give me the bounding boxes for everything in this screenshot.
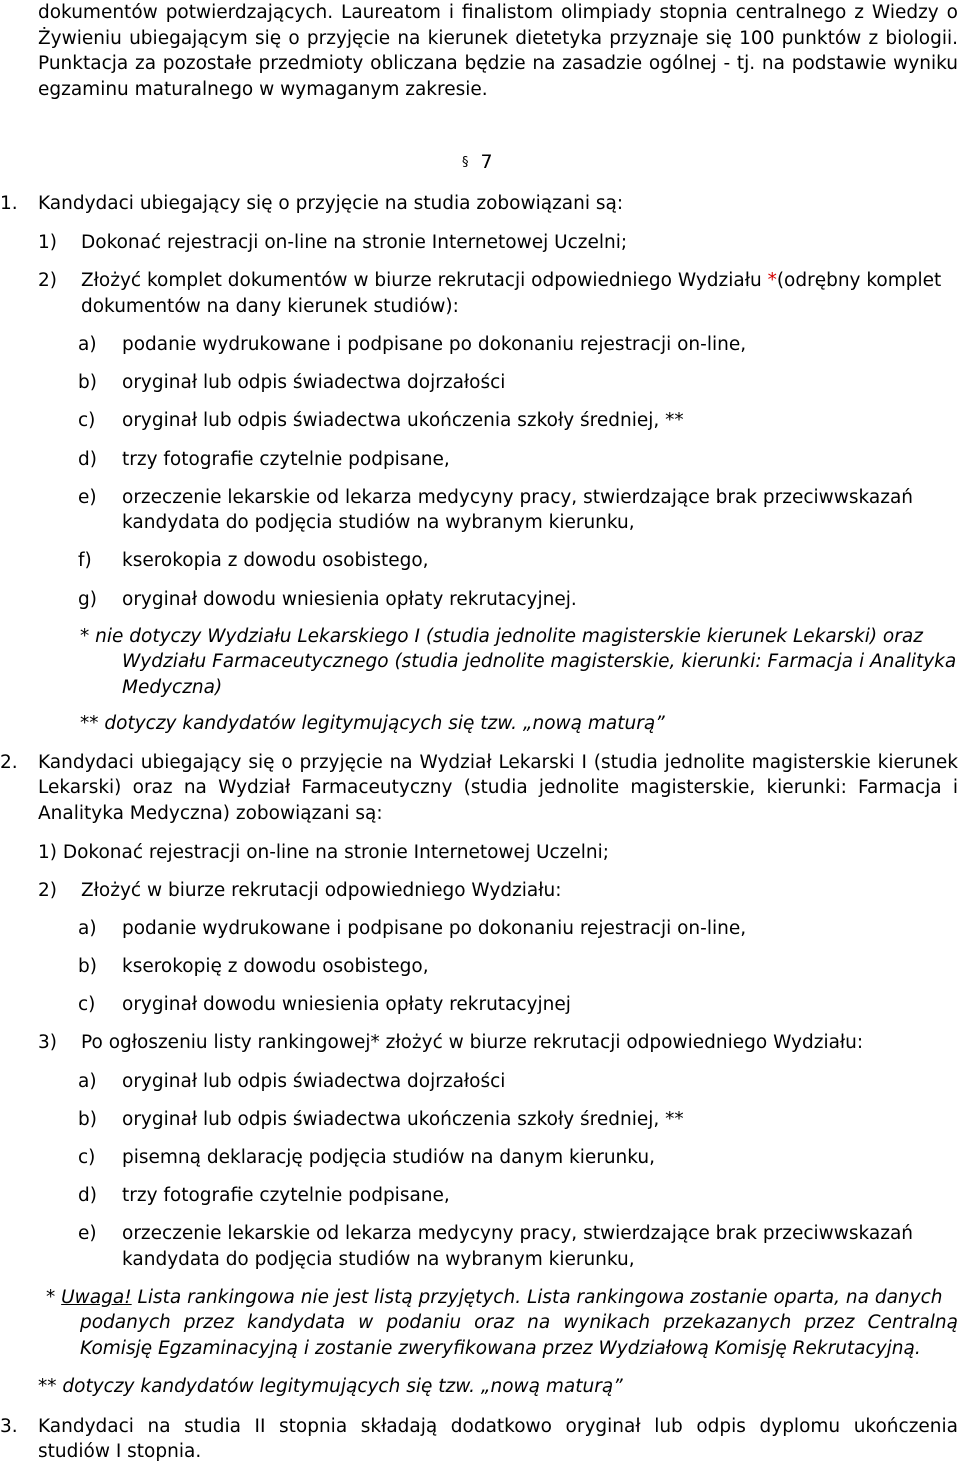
list-item xyxy=(78,449,960,470)
list-label: b) xyxy=(78,1109,97,1130)
p1-footnote-2: ** dotyczy kandydatów legitymujących się tzw. „nową maturą” xyxy=(80,713,665,734)
list-item-cont: kandydata do podjęcia studiów na wybranym kierunku, xyxy=(122,512,635,533)
p2-item-2 xyxy=(38,880,960,901)
section-number: 7 xyxy=(480,151,493,173)
list-label: g) xyxy=(78,589,97,610)
p1-footnote-1-line-1: * nie dotyczy Wydziału Lekarskiego I (studia jednolite magisterskie kierunek Lekarski) oraz xyxy=(80,626,923,647)
p1-item-1-num: 1) xyxy=(38,232,57,253)
list-item xyxy=(78,1109,960,1130)
list-text: oryginał dowodu wniesienia opłaty rekrutacyjnej xyxy=(122,994,571,1015)
p1-footnote-1-line-3: Medyczna) xyxy=(122,677,223,698)
warning-line-3: Komisję Egzaminacyjną i zostanie zweryfikowana przez Wydziałową Komisję Rekrutacyjną. xyxy=(80,1338,921,1359)
list-item xyxy=(78,1223,960,1244)
p2-item-2-num: 2) xyxy=(38,880,57,901)
warning-line-1 xyxy=(46,1287,960,1308)
list-label: d) xyxy=(78,1185,97,1206)
list-label: f) xyxy=(78,550,92,571)
p1-item-1-text: Dokonać rejestracji on-line na stronie Internetowej Uczelni; xyxy=(81,232,628,253)
list-text: podanie wydrukowane i podpisane po dokonaniu rejestracji on-line, xyxy=(122,918,747,939)
list-text: trzy fotografie czytelnie podpisane, xyxy=(122,1185,450,1206)
p1-item-2-text-a: Złożyć komplet dokumentów w biurze rekrutacji odpowiedniego Wydziału xyxy=(81,270,768,291)
p1-footnote-1-line-2: Wydziału Farmaceutycznego (studia jednolite magisterskie, kierunki: Farmacja i Analityka xyxy=(122,651,957,672)
list-label: a) xyxy=(78,334,97,355)
list-item xyxy=(78,487,960,508)
p2-number: 2. xyxy=(0,752,18,773)
list-text: trzy fotografie czytelnie podpisane, xyxy=(122,449,450,470)
list-text: orzeczenie lekarskie od lekarza medycyny pracy, stwierdzające brak przeciwwskazań xyxy=(122,487,914,508)
list-text: orzeczenie lekarskie od lekarza medycyny pracy, stwierdzające brak przeciwwskazań xyxy=(122,1223,914,1244)
warning-text-1: Lista rankingowa nie jest listą przyjętych. Lista rankingowa zostanie oparta, na danych xyxy=(131,1287,943,1308)
list-item xyxy=(78,956,960,977)
list-item xyxy=(78,372,960,393)
list-text: oryginał lub odpis świadectwa dojrzałości xyxy=(122,372,506,393)
p1-item-2 xyxy=(38,270,960,291)
list-label: c) xyxy=(78,410,96,431)
p1-item-2-star: * xyxy=(767,270,777,291)
section-symbol: § xyxy=(462,155,469,170)
list-item xyxy=(78,1147,960,1168)
list-text: oryginał lub odpis świadectwa ukończenia szkoły średniej, ** xyxy=(122,1109,684,1130)
list-text: kserokopia z dowodu osobistego, xyxy=(122,550,429,571)
p3-line-2: studiów I stopnia. xyxy=(38,1441,202,1462)
list-label: e) xyxy=(78,1223,97,1244)
p2-item-1: 1) Dokonać rejestracji on-line na stronie Internetowej Uczelni; xyxy=(38,842,610,863)
p2-item-2-text: Złożyć w biurze rekrutacji odpowiedniego Wydziału: xyxy=(81,880,562,901)
list-label: e) xyxy=(78,487,97,508)
p1-item-1 xyxy=(38,232,960,253)
section-heading xyxy=(462,151,493,173)
p1-item-2-text-b: (odrębny komplet xyxy=(776,270,942,291)
p1-item-2-num: 2) xyxy=(38,270,57,291)
intro-line-4: egzaminu maturalnego w wymaganym zakresie. xyxy=(38,79,488,100)
p1-heading xyxy=(0,193,960,214)
p2-item-3 xyxy=(38,1032,960,1053)
warning-line-2: podanych przez kandydata w podaniu oraz na wynikach przekazanych przez Centralną xyxy=(80,1312,958,1333)
p2-item-3-text: Po ogłoszeniu listy rankingowej* złożyć w biurze rekrutacji odpowiedniego Wydziału: xyxy=(81,1032,864,1053)
list-text: oryginał lub odpis świadectwa dojrzałości xyxy=(122,1071,506,1092)
list-text: podanie wydrukowane i podpisane po dokonaniu rejestracji on-line, xyxy=(122,334,747,355)
p3-line-1: Kandydaci na studia II stopnia składają dodatkowo oryginał lub odpis dyplomu ukończenia xyxy=(38,1416,958,1437)
p1-text: Kandydaci ubiegający się o przyjęcie na studia zobowiązani są: xyxy=(38,193,624,214)
list-item xyxy=(78,1185,960,1206)
list-label: a) xyxy=(78,1071,97,1092)
list-text: kserokopię z dowodu osobistego, xyxy=(122,956,429,977)
list-text: pisemną deklarację podjęcia studiów na danym kierunku, xyxy=(122,1147,656,1168)
p2-item-3-num: 3) xyxy=(38,1032,57,1053)
p1-number: 1. xyxy=(0,193,18,214)
p2-line-1: Kandydaci ubiegający się o przyjęcie na Wydział Lekarski I (studia jednolite magisterskie kierunek xyxy=(38,752,958,773)
intro-line-1: dokumentów potwierdzających. Laureatom i finalistom olimpiady stopnia centralnego z Wiedzy o xyxy=(38,2,958,23)
list-item xyxy=(78,589,960,610)
list-label: c) xyxy=(78,994,96,1015)
list-label: b) xyxy=(78,956,97,977)
list-label: b) xyxy=(78,372,97,393)
list-text: oryginał dowodu wniesienia opłaty rekrutacyjnej. xyxy=(122,589,577,610)
p1-item-2-cont: dokumentów na dany kierunek studiów): xyxy=(81,296,459,317)
list-item xyxy=(78,1071,960,1092)
p2-footnote-2: ** dotyczy kandydatów legitymujących się tzw. „nową maturą” xyxy=(38,1376,623,1397)
list-label: d) xyxy=(78,449,97,470)
p2-line-3: Analityka Medyczna) zobowiązani są: xyxy=(38,803,383,824)
p3-number: 3. xyxy=(0,1416,18,1437)
list-item xyxy=(78,550,960,571)
list-item xyxy=(78,410,960,431)
list-item xyxy=(78,334,960,355)
list-text: oryginał lub odpis świadectwa ukończenia szkoły średniej, ** xyxy=(122,410,684,431)
warning-star: * xyxy=(46,1287,62,1308)
list-label: a) xyxy=(78,918,97,939)
intro-line-3: Punktacja za pozostałe przedmioty obliczana będzie na zasadzie ogólnej - tj. na podstawie wyniku xyxy=(38,53,958,74)
list-item xyxy=(78,994,960,1015)
p2-line-2: Lekarski) oraz na Wydział Farmaceutyczny (studia jednolite magisterskie, kierunki: Farmacja i xyxy=(38,777,958,798)
list-item-cont: kandydata do podjęcia studiów na wybranym kierunku, xyxy=(122,1249,635,1270)
list-item xyxy=(78,918,960,939)
list-label: c) xyxy=(78,1147,96,1168)
intro-line-2: Żywieniu ubiegającym się o przyjęcie na kierunek dietetyka przyznaje się 100 punktów z biologii. xyxy=(38,28,958,49)
warning-uwaga: Uwaga! xyxy=(61,1287,132,1308)
